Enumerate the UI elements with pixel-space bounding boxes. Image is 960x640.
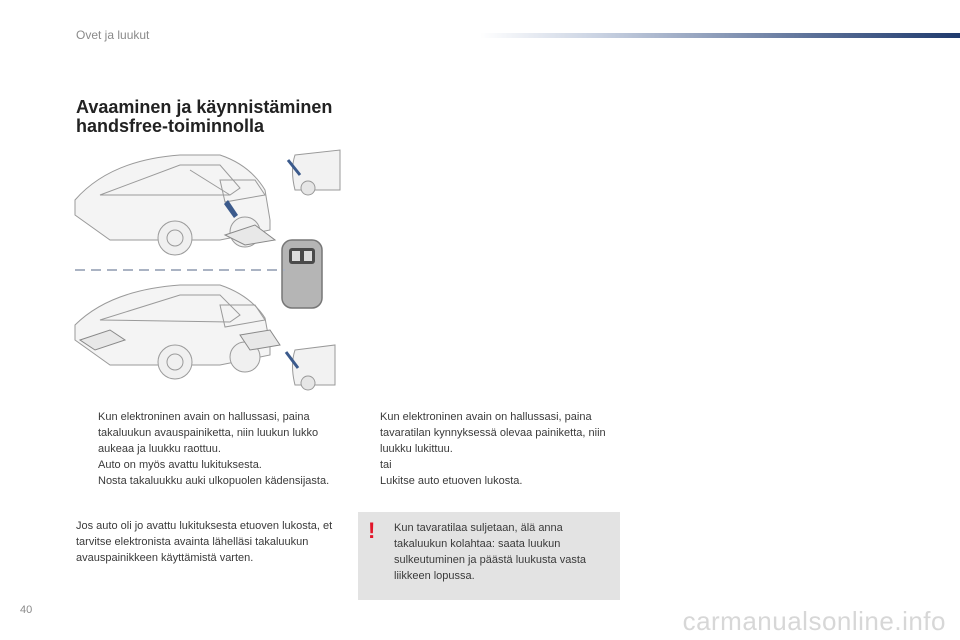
instruction-bullet: [76, 473, 346, 489]
title-line-2: handsfree-toiminnolla: [76, 116, 265, 136]
or-text: tai: [380, 459, 392, 471]
info-paragraph: Jos auto oli jo avattu lukituksesta etuoven lukosta, et tarvitse elektronista avainta lähelläsi takaluukun avauspainikkeen käyttämistä varten.: [76, 520, 333, 564]
header-bar: [480, 33, 960, 38]
page-title: [76, 98, 376, 136]
watermark: carmanualsonline.info: [682, 606, 946, 636]
bullet-text: Kun elektroninen avain on hallussasi, paina takaluukun avauspainiketta, niin luukun lukko aukeaa ja luukku raottuu.: [98, 411, 319, 455]
instruction-bullet: [76, 409, 346, 473]
bullet-text: Nosta takaluukku auki ulkopuolen kädensijasta.: [98, 475, 330, 487]
section-title: Ovet ja luukut: [76, 28, 150, 42]
rear-view-bottom: [286, 345, 335, 390]
remote-key-icon: [282, 240, 322, 308]
bullet-text: Kun elektroninen avain on hallussasi, paina tavaratilan kynnyksessä olevaa painiketta, niin luukku lukittuu.: [380, 411, 606, 455]
bullet-extra-text: Lukitse auto etuoven lukosta.: [380, 475, 523, 487]
warning-text: Kun tavaratilaa suljetaan, älä anna takaluukun kolahtaa: saata luukun sulkeutuminen ja päästä luukusta vasta liikkeen lopussa.: [394, 522, 587, 582]
page-number: 40: [20, 604, 33, 616]
rear-view-top: [288, 150, 340, 195]
warning-icon: !: [368, 518, 376, 543]
warning-box: [358, 512, 620, 600]
left-column: [76, 409, 346, 489]
car-illustration: [70, 140, 370, 400]
title-line-1: Avaaminen ja käynnistäminen: [76, 97, 333, 117]
right-column: [358, 409, 628, 489]
instruction-bullet: [358, 409, 628, 489]
bullet-extra-text: Auto on myös avattu lukituksesta.: [98, 459, 262, 471]
